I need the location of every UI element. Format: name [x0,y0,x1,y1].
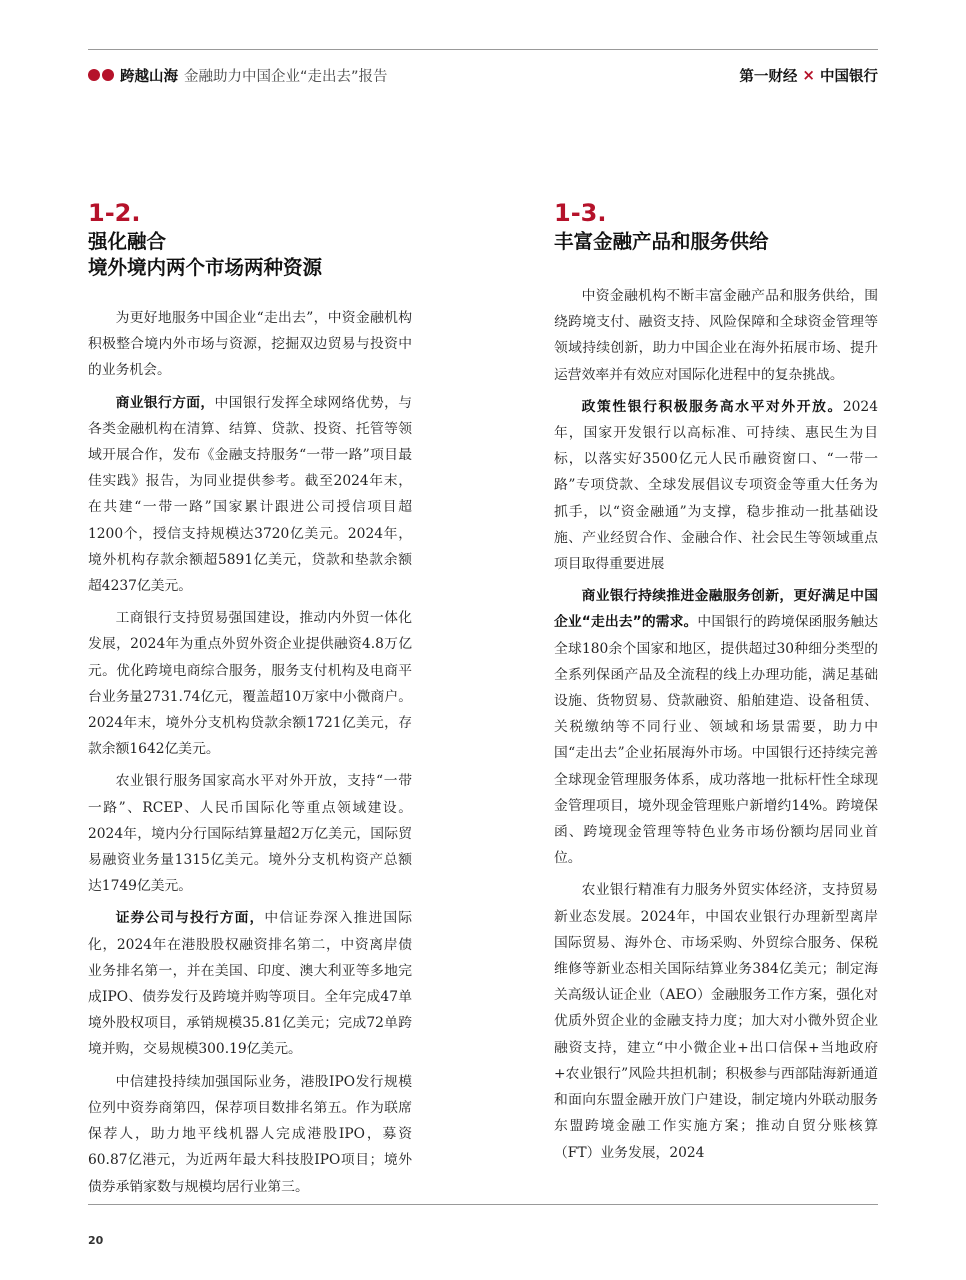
paragraph [554,394,878,577]
paragraph-text: 2024年，国家开发银行以高标准、可持续、惠民生为目标，以落实好3500亿元人民币融资窗口、“一带一路”专项贷款、全球发展倡议专项资金等重大任务为抓手，以“资金融通”为支撑，稳步推动一批基础设施、产业经贸合作、金融合作、社会民生等领域重点项目取得重要进展 [554,398,878,573]
paragraph-lead: 政策性银行积极服务高水平对外开放。 [581,398,843,415]
paragraph: 农业银行精准有力服务外贸实体经济，支持贸易新业态发展。2024年，中国农业银行办理新型离岸国际贸易、海外仓、市场采购、外贸综合服务、保税维修等新业态相关国际结算业务384亿美元；制定海关高级认证企业（AEO）金融服务工作方案，强化对优质外贸企业的金融支持力度；加大对小微外贸企业融资支持，建立“中小微企业+出口信保+当地政府+农业银行”风险共担机制；积极参与西部陆海新通道和面向东盟金融开放门户建设，制定境内外联动服务东盟跨境金融工作实施方案；推动自贸分账核算（FT）业务发展，2024 [554,882,878,1161]
paragraph: 工商银行支持贸易强国建设，推动内外贸一体化发展，2024年为重点外贸外资企业提供融资4.8万亿元。优化跨境电商综合服务，服务支付机构及电商平台业务量2731.74亿元，覆盖超10万家中小微商户。2024年末，境外分支机构贷款余额1721亿美元，存款余额1642亿美元。 [88,610,412,758]
section-title-line1: 强化融合 [88,230,167,253]
partner-logos [739,65,878,86]
paragraph-text: 中国银行的跨境保函服务触达全球180余个国家和地区，提供超过30种细分类型的全系列保函产品及全流程的线上办理功能，满足基础设施、货物贸易、贷款融资、船舶建造、设备租赁、关税缴纳等不同行业、领域和场景需要，助力中国“走出去”企业拓展海外市场。中国银行还持续完善全球现金管理服务体系，成功落地一批标杆性全球现金管理项目，境外现金管理账户新增约14%。跨境保函、跨境现金管理等特色业务市场份额均居同业首位。 [554,614,878,867]
paragraph [88,390,412,600]
section-number: 1-2. [88,199,141,227]
section-1-2 [88,200,412,1206]
footer-divider [88,1204,878,1205]
report-subtitle: 金融助力中国企业“走出去”报告 [184,68,388,85]
section-number: 1-3. [554,199,607,227]
paragraph [554,583,878,871]
red-dot-icon [102,69,114,81]
section-title-line2: 境外境内两个市场两种资源 [88,256,323,279]
paragraph: 为更好地服务中国企业“走出去”，中资金融机构积极整合境内外市场与资源，挖掘双边贸易与投资中的业务机会。 [88,310,412,379]
partner-yicai: 第一财经 [739,68,798,85]
paragraph-lead: 商业银行持续推进金融服务创新，更好满足中国企业“走出去”的需求。 [554,588,878,631]
header-divider [88,49,878,50]
section-title-line1: 丰富金融产品和服务供给 [554,230,769,253]
paragraph-lead: 证券公司与投行方面， [115,910,265,927]
page-header [88,62,878,88]
section-body [554,283,878,1166]
cross-icon: × [802,66,815,84]
paragraph [88,905,412,1062]
section-body [88,305,412,1200]
section-1-3 [554,200,878,1172]
paragraph: 中信建投持续加强国际业务，港股IPO发行规模位列中资券商第四，保荐项目数排名第五。作为联席保荐人，助力地平线机器人完成港股IPO，募资60.87亿港元，为近两年最大科技股IPO项目；境外债券承销家数与规模均居行业第三。 [88,1073,412,1195]
paragraph-text: 中信证券深入推进国际化，2024年在港股股权融资排名第二，中资离岸债业务排名第一，并在美国、印度、澳大利亚等多地完成IPO、债券发行及跨境并购等项目。全年完成47单境外股权项目，承销规模35.81亿美元；完成72单跨境并购，交易规模300.19亿美元。 [88,910,413,1058]
paragraph-text: 中国银行发挥全球网络优势，与各类金融机构在清算、结算、贷款、投资、托管等领域开展合作，发布《金融支持服务“一带一路”项目最佳实践》报告，为同业提供参考。截至2024年末，在共建“一带一路”国家累计跟进公司授信项目超1200个，授信支持规模达3720亿美元。2024年，境外机构存款余额超5891亿美元，贷款和垫款余额超4237亿美元。 [88,394,413,595]
paragraph-lead: 商业银行方面， [115,394,215,411]
partner-boc: 中国银行 [820,68,878,85]
report-brand [88,65,388,86]
paragraph: 农业银行服务国家高水平对外开放，支持“一带一路”、RCEP、人民币国际化等重点领域建设。2024年，境内分行国际结算量超2万亿美元，国际贸易融资业务量1315亿美元。境外分支机构资产总额达1749亿美元。 [88,773,412,895]
page-number: 20 [88,1234,104,1247]
report-title-bold: 跨越山海 [120,68,178,85]
paragraph: 中资金融机构不断丰富金融产品和服务供给，围绕跨境支付、融资支持、风险保障和全球资金管理等领域持续创新，助力中国企业在海外拓展市场、提升运营效率并有效应对国际化进程中的复杂挑战。 [554,288,878,383]
red-dot-icon [88,69,100,81]
